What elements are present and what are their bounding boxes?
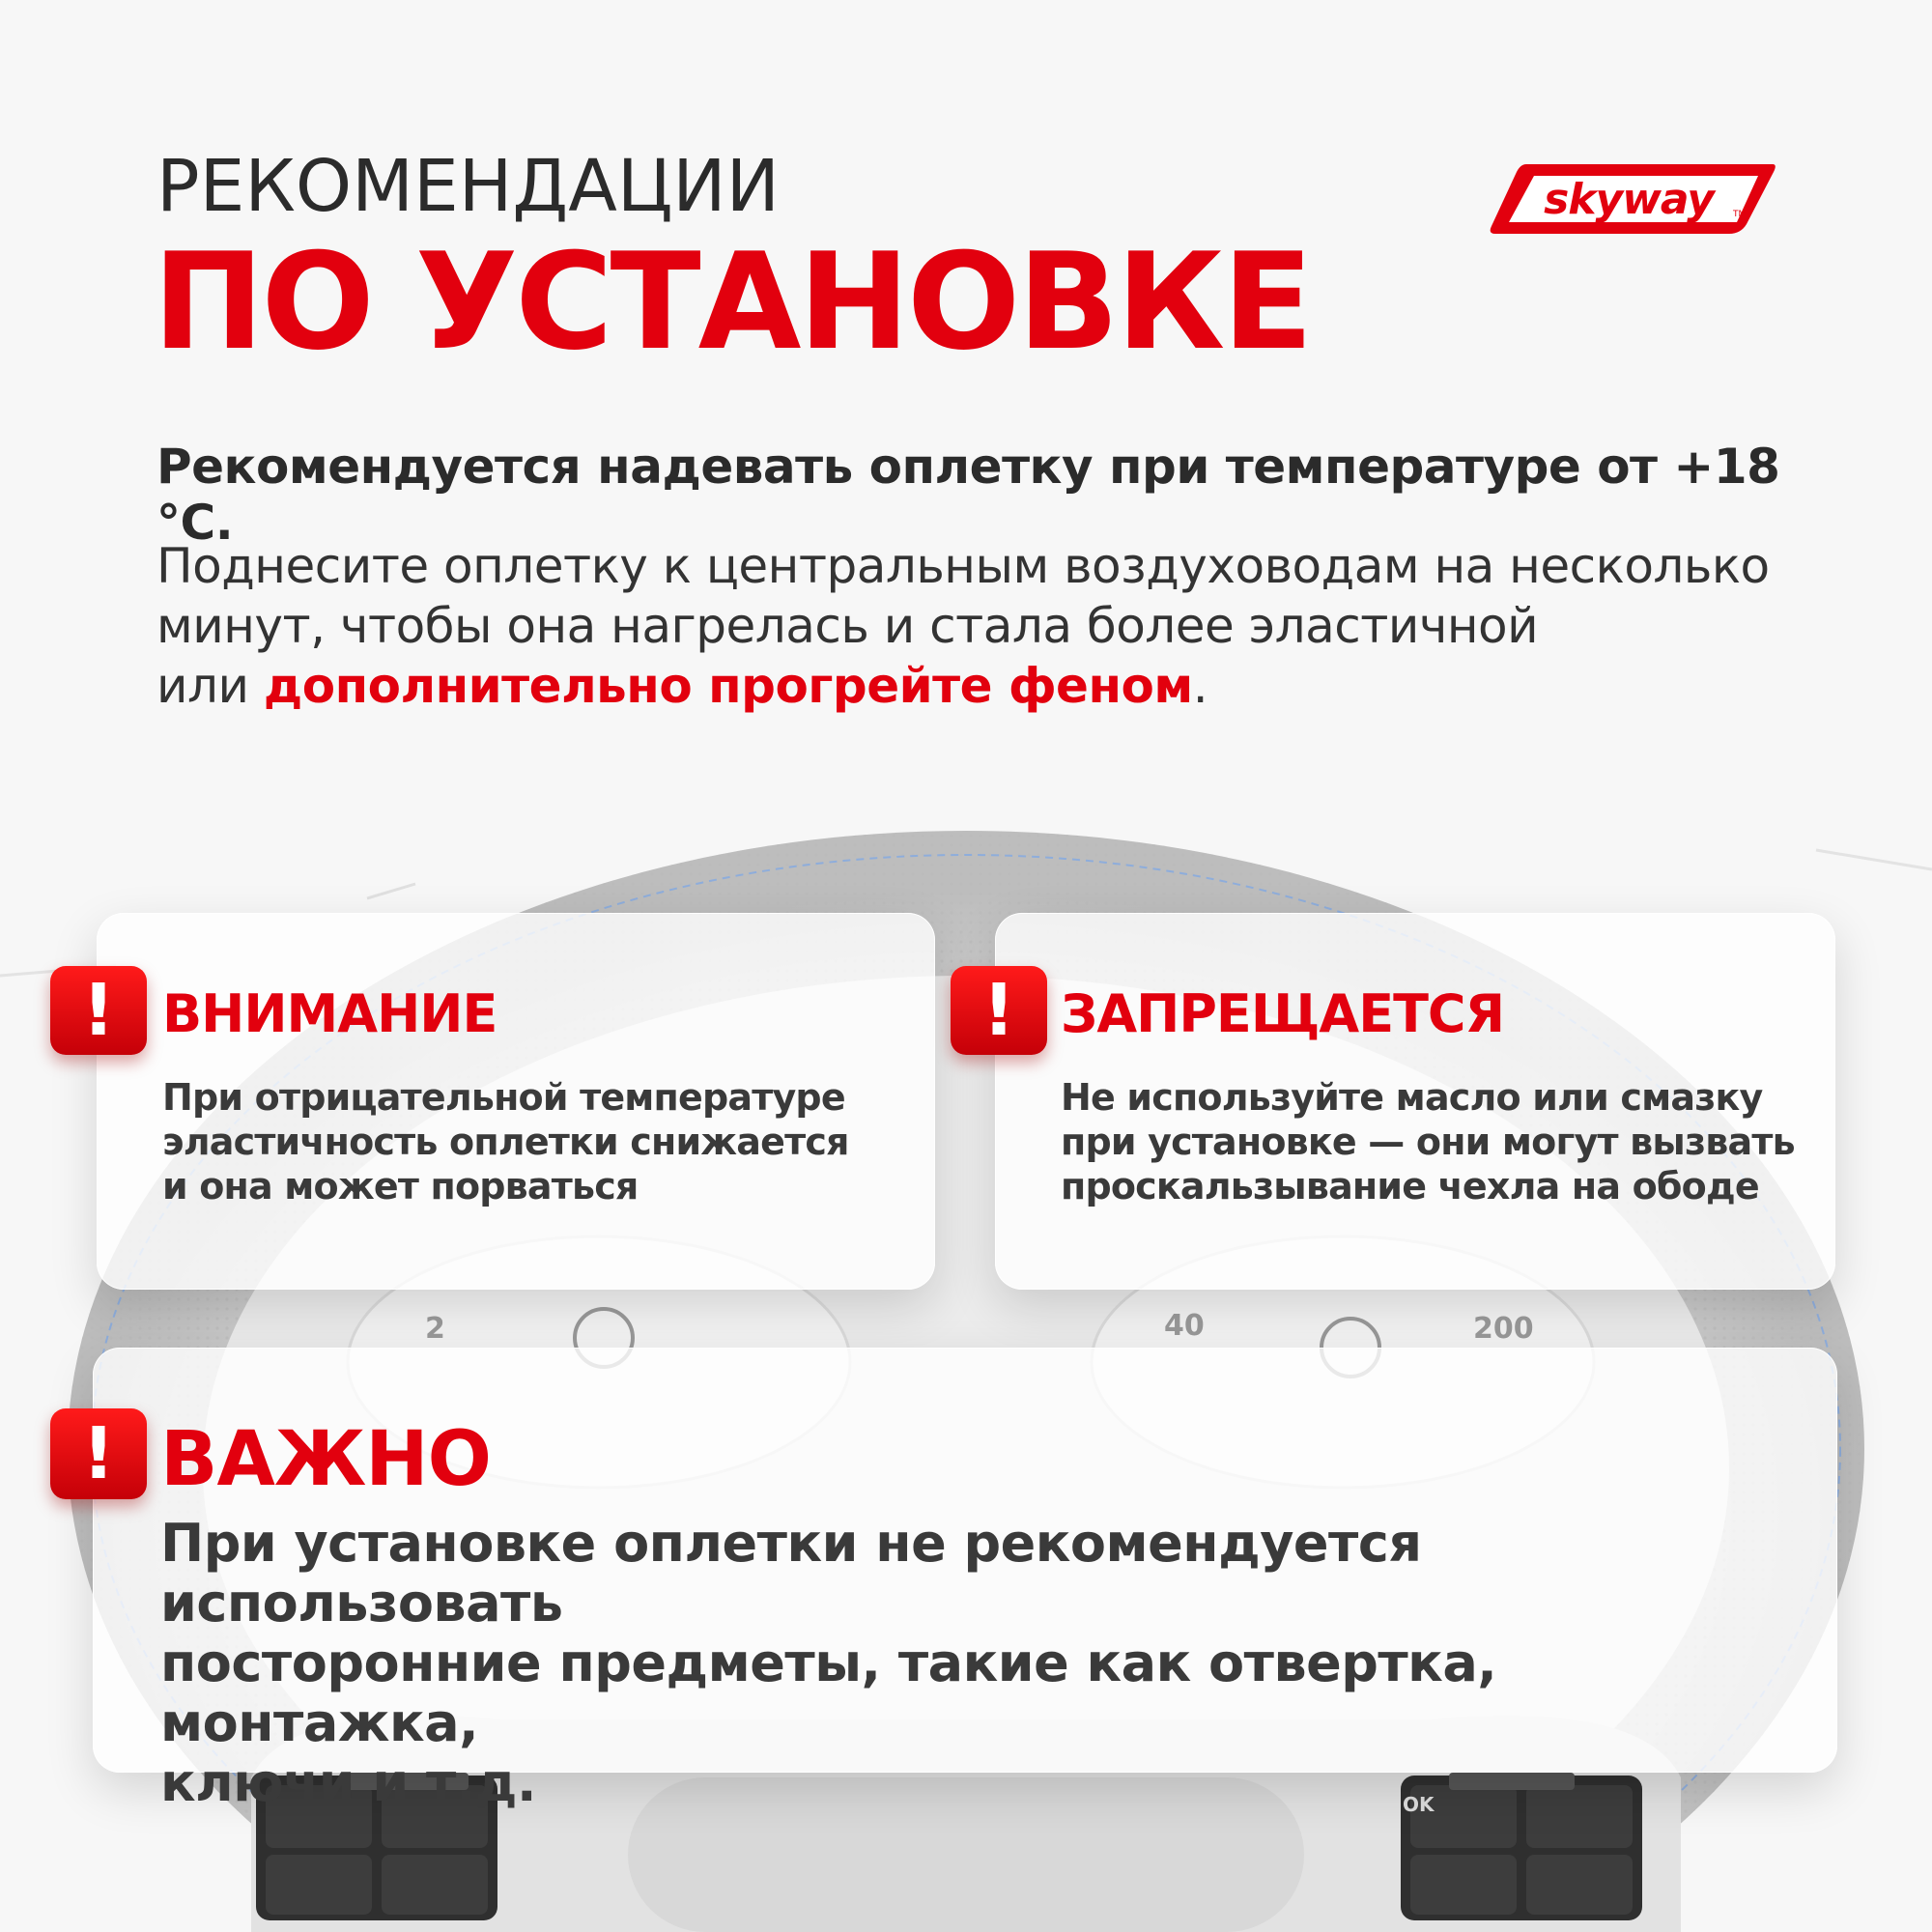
intro-suffix: . xyxy=(1192,658,1208,714)
important-text xyxy=(160,1514,1803,1813)
button-label: OK xyxy=(1403,1793,1435,1816)
card-line: проскальзывание чехла на ободе xyxy=(1061,1165,1759,1208)
svg-text:TM: TM xyxy=(1733,210,1747,219)
intro-line: Поднесите оплетку к центральным воздуховодам на несколько xyxy=(156,538,1770,594)
exclamation-icon: ! xyxy=(50,966,147,1055)
page-title-line2: ПО УСТАНОВКЕ xyxy=(153,224,1311,380)
intro-prefix: или xyxy=(156,658,264,714)
intro-accent-text: дополнительно прогрейте феном xyxy=(263,658,1193,714)
important-title: ВАЖНО xyxy=(160,1416,491,1503)
exclamation-icon: ! xyxy=(50,1408,147,1499)
lead-text: Рекомендуется надевать оплетку при температуре от +18 °C. xyxy=(156,439,1780,551)
gauge-label: 2 xyxy=(425,1312,445,1346)
intro-line: минут, чтобы она нагрелась и стала более эластичной xyxy=(156,598,1539,654)
card-line: и она может порваться xyxy=(162,1165,639,1208)
page-title-line1: РЕКОМЕНДАЦИИ xyxy=(156,145,781,228)
card-line: посторонние предметы, такие как отвертка, монтажка, xyxy=(160,1633,1497,1753)
prohibited-text xyxy=(1061,1075,1833,1208)
gauge-label: 200 xyxy=(1473,1312,1534,1346)
prohibited-title: ЗАПРЕЩАЕТСЯ xyxy=(1061,983,1505,1044)
attention-title: ВНИМАНИЕ xyxy=(162,983,497,1044)
intro-line xyxy=(156,656,1837,716)
card-line: при установке — они могут вызвать xyxy=(1061,1121,1795,1163)
card-line: Не используйте масло или смазку xyxy=(1061,1076,1763,1119)
svg-text:skyway: skyway xyxy=(1544,175,1714,224)
attention-text xyxy=(162,1075,896,1208)
exclamation-icon: ! xyxy=(951,966,1047,1055)
skyway-logo xyxy=(1488,155,1777,242)
intro-paragraph xyxy=(156,536,1837,716)
card-line: При отрицательной температуре xyxy=(162,1076,845,1119)
card-line: При установке оплетки не рекомендуется использовать xyxy=(160,1513,1422,1634)
gauge-label: 40 xyxy=(1164,1309,1205,1343)
card-line: эластичность оплетки снижается xyxy=(162,1121,849,1163)
card-line: ключи и т.д. xyxy=(160,1752,536,1813)
